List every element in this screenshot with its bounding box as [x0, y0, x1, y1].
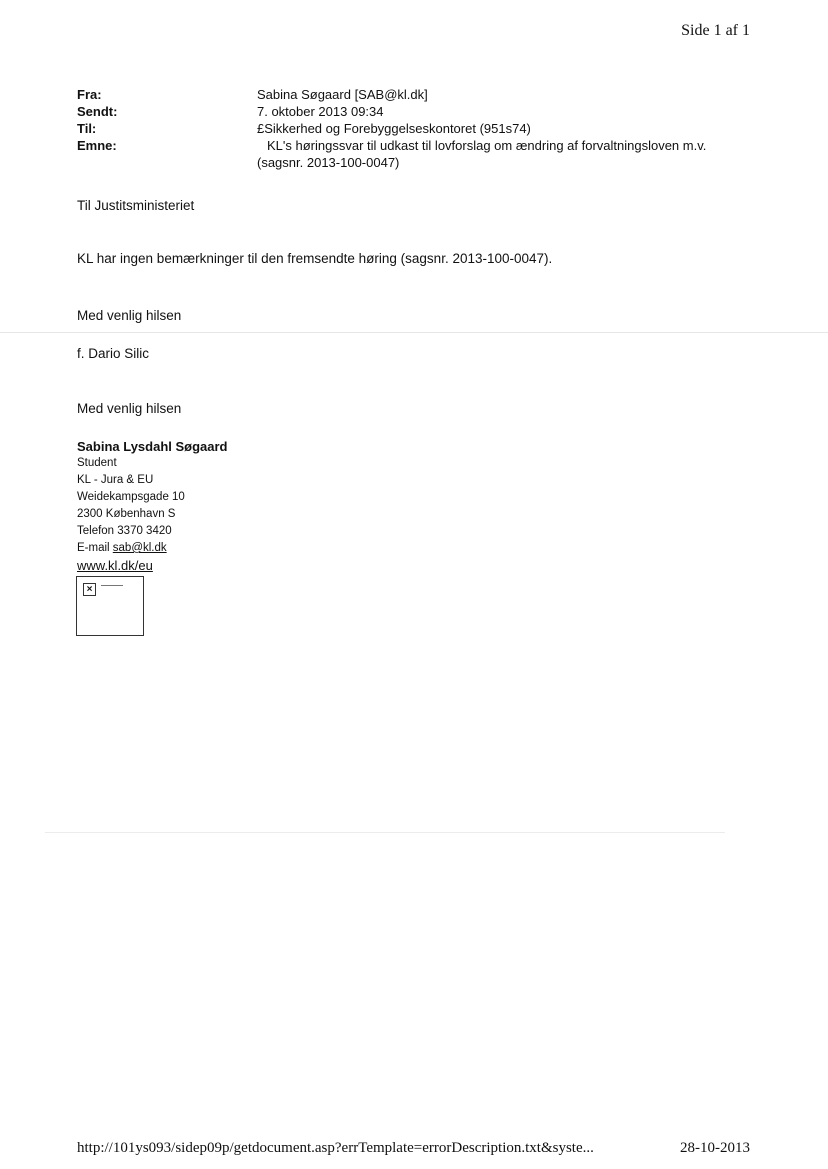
on-behalf-line: f. Dario Silic: [77, 346, 150, 361]
subject-line-2: (sagsnr. 2013-100-0047): [257, 155, 400, 170]
signature-website-link[interactable]: www.kl.dk/eu: [77, 558, 153, 573]
signature-city: 2300 København S: [77, 508, 176, 520]
to-value: £Sikkerhed og Forebyggelseskontoret (951s74): [257, 121, 531, 136]
image-caption-stub: [101, 585, 123, 586]
signature-name: Sabina Lysdahl Søgaard: [77, 439, 228, 454]
sent-value: 7. oktober 2013 09:34: [257, 104, 384, 119]
signature-street: Weidekampsgade 10: [77, 491, 185, 503]
signature-email-prefix: E-mail: [77, 542, 113, 554]
signature-title: Student: [77, 457, 117, 469]
from-value: Sabina Søgaard [SAB@kl.dk]: [257, 87, 428, 102]
signature-email-link[interactable]: sab@kl.dk: [112, 542, 167, 554]
closing-greeting-2: Med venlig hilsen: [77, 401, 182, 416]
from-label: Fra:: [77, 87, 102, 102]
broken-image-placeholder: [76, 576, 144, 636]
email-header: [77, 86, 767, 171]
scan-artifact-line-2: [45, 832, 725, 833]
to-row: [77, 120, 767, 137]
subject-row: [77, 137, 767, 171]
signature-department: KL - Jura & EU: [77, 474, 154, 486]
sent-label: Sendt:: [77, 104, 118, 119]
subject-line-1: KL's høringssvar til udkast til lovforslag om ændring af forvaltningsloven m.v.: [267, 138, 707, 153]
email-signature: [77, 438, 228, 574]
message-text: KL har ingen bemærkninger til den fremsendte høring (sagsnr. 2013-100-0047).: [77, 251, 553, 266]
from-row: [77, 86, 767, 103]
footer-url: http://101ys093/sidep09p/getdocument.asp?errTemplate=errorDescription.txt&syste...: [77, 1140, 594, 1156]
signature-phone: Telefon 3370 3420: [77, 525, 172, 537]
sent-row: [77, 103, 767, 120]
footer-date: 28-10-2013: [680, 1140, 750, 1156]
broken-image-icon: ×: [83, 583, 96, 596]
page-number: Side 1 af 1: [681, 22, 750, 39]
scan-artifact-line: [0, 332, 828, 333]
closing-greeting: Med venlig hilsen: [77, 308, 182, 323]
signature-email-line: [77, 540, 228, 557]
salutation: Til Justitsministeriet: [77, 198, 195, 213]
to-label: Til:: [77, 121, 97, 136]
subject-label: Emne:: [77, 138, 117, 153]
subject-value: [257, 137, 767, 171]
